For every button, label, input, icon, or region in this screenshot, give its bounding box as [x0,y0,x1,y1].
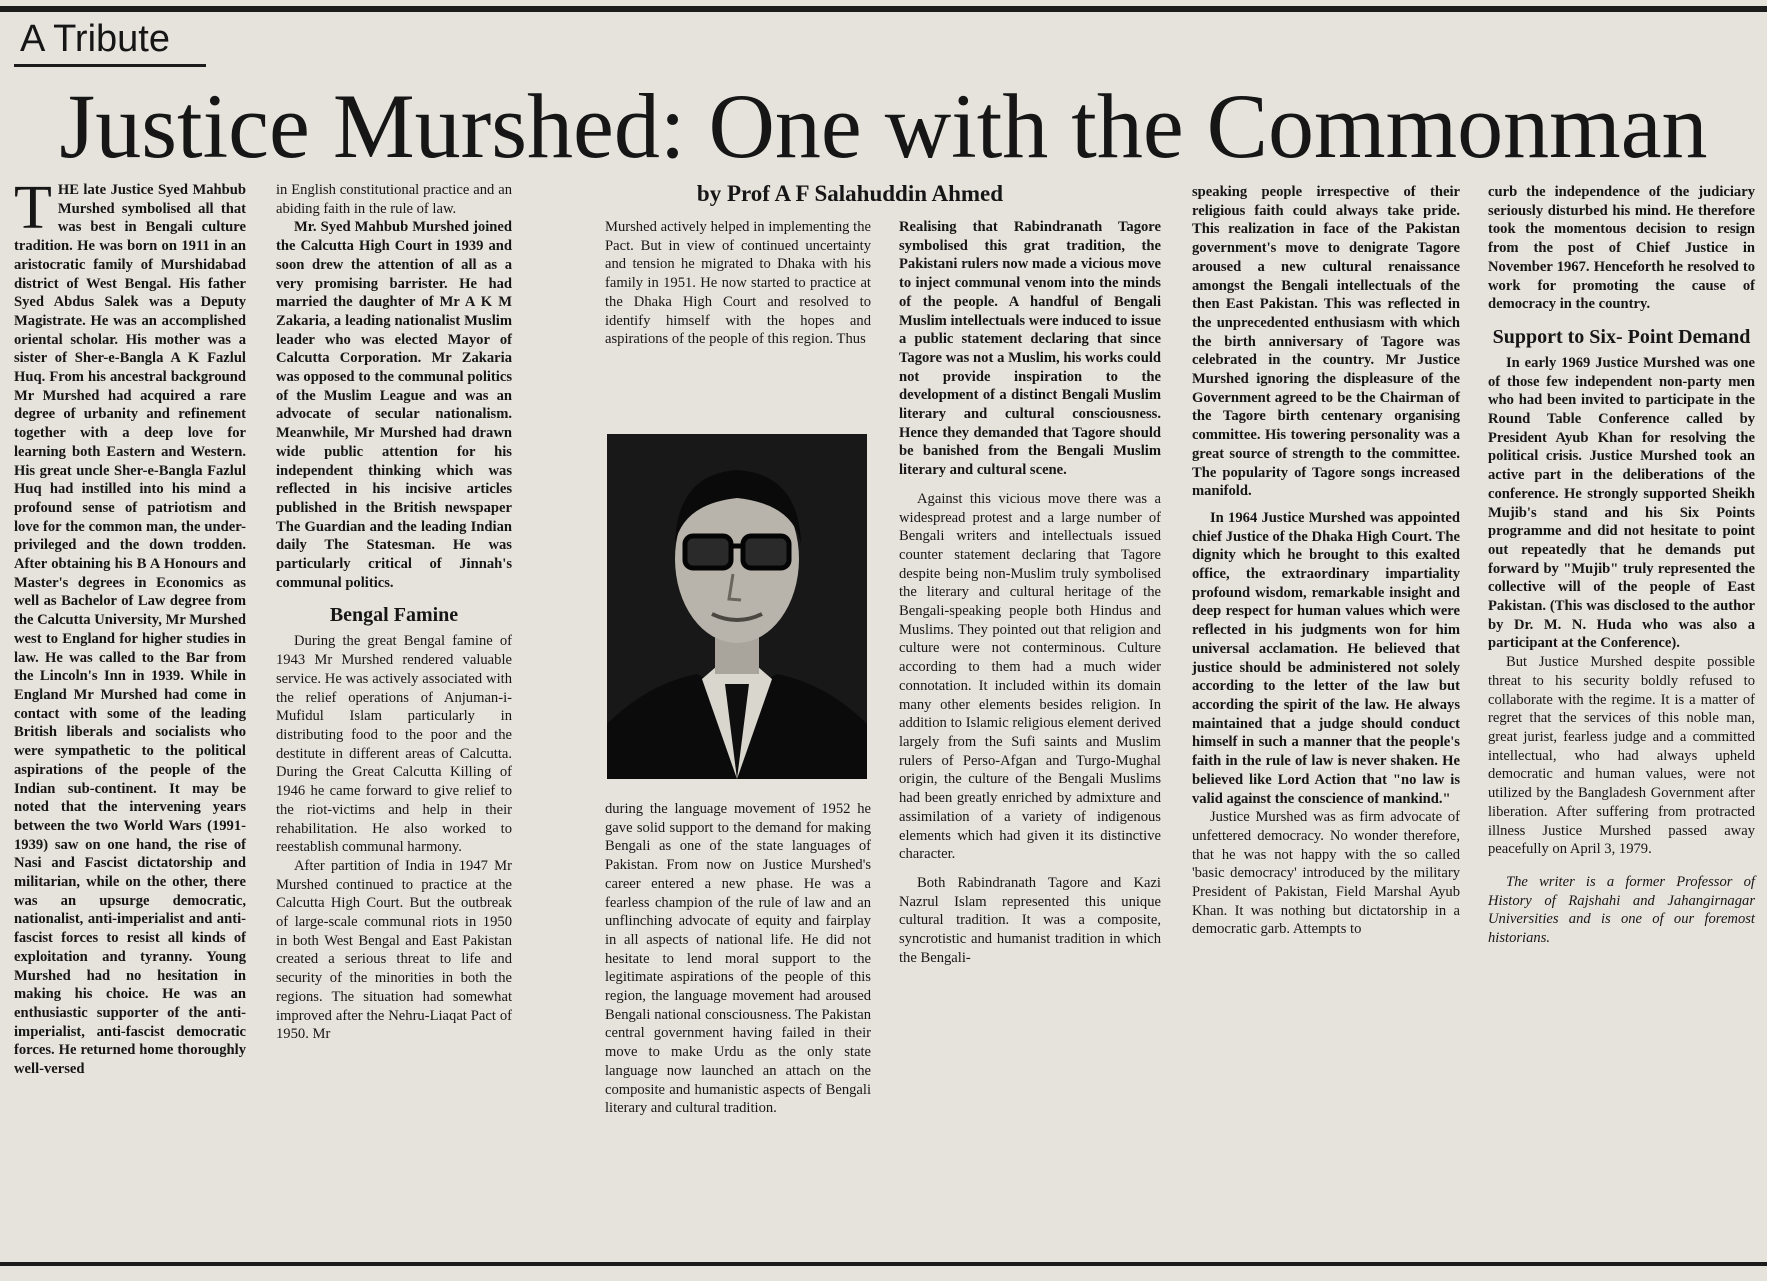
author-credit-text: The writer is a former Professor of History of Rajshahi and Jahangirnagar Universities and is one of our foremost historians. [1488,873,1755,947]
column-4 [899,218,1161,967]
paragraph: speaking people irrespective of their religious faith could always take pride. This realization in face of the Pakistan government's move to denigrate Tagore aroused a new cultural renaissance amongst the Bengali intellectuals of the then East Pakistan. This was reflected in the unprecedented enthusiasm with which the birth anniversary of Tagore was celebrated in the country. Mr Justice Murshed ignoring the displeasure of the Government agreed to be the Chairman of the Tagore birth centenary organising committee. His towering personality was a great source of strength to the committee. The popularity of Tagore songs increased manifold. [1192,184,1460,500]
paragraph: curb the independence of the judiciary seriously disturbed his mind. He therefore took the momentous decision to resign from the post of Chief Justice in November 1967. Henceforth he resolved to work for promoting the cause of democracy in the country. [1488,184,1755,313]
paragraph: After partition of India in 1947 Mr Murshed continued to practice at the Calcutta High Court. But the outbreak of large-scale communal riots in 1950 in both West Bengal and East Pakistan created a serious threat to life and security of the minorities in both the regions. The situation had somewhat improved after the Nehru-Liaqat Pact of 1950. Mr [276,857,512,1043]
kicker-underline [14,64,206,67]
paragraph: Realising that Rabindranath Tagore symbolised this grat tradition, the Pakistani rulers now made a vicious move to inject communal venom into the minds of the people. A handful of Bengali Muslim intellectuals were induced to issue a public statement declaring that since Tagore was not a Muslim, his works could not provide inspiration to the development of a distinct Bengali Muslim literary and cultural consciousness. Hence they demanded that Tagore should be banished from the Bengali Muslim literary and cultural scene. [899,219,1162,479]
paragraph: Both Rabindranath Tagore and Kazi Nazrul Islam represented this unique cultural tradition. It was a composite, syncrotistic and humanist tradition in which the Bengali- [899,874,1161,966]
author-credit [1488,873,1755,948]
paragraph: in English constitutional practice and an abiding faith in the rule of law. [276,182,512,217]
paragraph: In early 1969 Justice Murshed was one of those few independent non-party men who had been invited to participate in the Round Table Conference called by President Ayub Khan for resolving the political crisis. Justice Murshed took an active part in the deliberations of the conference. He strongly supported Sheikh Mujib's stand and his Six Points programme and did not hesitate to point out repeatedly that he demands put forward by "Mujib" truly represented the collective will of the people of East Pakistan. (This was disclosed to the author by Dr. M. N. Huda who was also a participant at the Conference). [1488,354,1755,652]
byline: by Prof A F Salahuddin Ahmed [696,181,1004,206]
paragraph: Mr. Syed Mahbub Murshed joined the Calcutta High Court in 1939 and soon drew the attention of all as a very promising barrister. He had married the daughter of Mr A K M Zakaria, a leading nationalist Muslim leader who was elected Mayor of Calcutta Corporation. Mr Zakaria was opposed to the communal politics of the Muslim League and was an advocate of secular nationalism. Meanwhile, Mr Murshed had drawn wide public attention for his independent thinking which was reflected in his incisive articles published in the British newspaper The Guardian and the leading Indian daily The Statesman. He was particularly critical of Jinnah's communal politics. [276,219,512,591]
column-3-bottom [605,800,871,1118]
paragraph: But Justice Murshed despite possible threat to his security boldly refused to collaborate with the regime. It is a matter of regret that the services of this noble man, great jurist, fearless judge and a committed intellectual, who had always upheld democratic and human values, were not utilized by the Bangladesh Government after liberation. After suffering from protracted illness Justice Murshed passed away peacefully on April 3, 1979. [1488,654,1755,858]
portrait-image [607,434,867,779]
paragraph: during the language movement of 1952 he gave solid support to the demand for making Bengali as one of the state languages of Pakistan. From now on Justice Murshed's career entered a new phase. He was a fearless champion of the rule of law and an unflinching advocate of equity and fairplay in all aspects of national life. He did not hesitate to lend moral support to the legitimate aspirations of the people of this region, the language movement had aroused Bengali national consciousness. The Pakistan central government having failed in their move to make Urdu as the only state language now launched an attach on the composite and humanistic aspects of Bengali literary and cultural tradition. [605,801,871,1117]
paragraph: HE late Justice Syed Mahbub Murshed symbolised all that was best in Bengali culture tradition. He was born on 1911 in an aristocratic family of Murshidabad district of West Bengal. His father Syed Abdus Salek was a Deputy Magistrate. He was an accomplished oriental scholar. His mother was a sister of Sher-e-Bangla A K Fazlul Huq. From his ancestral background Mr Murshed had acquired a rare degree of urbanity and refinement together with a deep love for learning both Eastern and Western. His great uncle Sher-e-Bangla Fazlul Huq had instilled into his mind a profound sense of patriotism and love for the common man, the under-privileged and the down trodden. After obtaining his B A Honours and Master's degrees in Economics as well as Bachelor of Law degree from the Calcutta University, Mr Murshed west to England for higher studies in law. He was called to the Bar from the Lincoln's Inn in 1939. While in England Mr Murshed had come in contact with some of the leading British liberals and socialists who were sympathetic to the political aspirations of the people of the Indian sub-continent. It may be noted that the intervening years between the two World Wars (1991-1939) saw on one hand, the rise of Nasi and Fascist dictatorship and militarian, while on the other, there was an upsurge democratic, nationalist, anti-imperialist and anti-fascist forces to resist all kinds of exploitation and tyranny. Young Murshed had no hesitation in making his choice. He was an enthusiastic supporter of the anti-imperialist, anti-fascist democratic forces. He returned home thoroughly well-versed [14,182,246,1078]
section-kicker: A Tribute [20,18,170,60]
article-headline: Justice Murshed: One with the Commonman [59,75,1708,177]
column-5 [1192,183,1460,939]
bottom-rule [0,1262,1767,1266]
top-rule [0,6,1767,12]
subheading-bengal-famine: Bengal Famine [329,604,459,627]
paragraph: Murshed actively helped in implementing the Pact. But in view of continued uncertainty and tension he migrated to Dhaka with his family in 1951. He now started to practice at the Dhaka High Court and resolved to identify himself with the hopes and aspirations of the people of this region. Thus [605,219,871,348]
drop-cap: T [14,174,52,242]
portrait-photo [607,434,867,779]
paragraph: Justice Murshed was as firm advocate of unfettered democracy. No wonder therefore, that he was not happy with the so called 'basic democracy' introduced by the military President of Pakistan, Field Marshal Ayub Khan. It was nothing but dictatorship in a democratic garb. Attempts to [1192,809,1460,938]
column-1 [14,174,246,1079]
column-6 [1488,183,1755,948]
paragraph: Against this vicious move there was a widespread protest and a large number of Bengali writers and intellectuals issued counter statement declaring that Tagore despite being non-Muslim truly symbolised the literary and cultural heritage of the Bengali-speaking people both Hindus and Muslims. They pointed out that religion and culture were not conterminous. Culture according to them had a much wider connotation. It included within its domain many other elements besides religion. In addition to Islamic religious element derived largely from the Sufi saints and Muslim rulers of Perso-Afgan and Turgo-Mughal origin, the culture of the Bengali Muslims had been greatly enriched by admixture and assimilation of a variety of indigenous elements which had given it its distinctive character. [899,490,1161,863]
column-2 [276,181,512,1044]
subheading-six-point-demand: Support to Six- Point Demand [1492,325,1751,348]
paragraph: In 1964 Justice Murshed was appointed chief Justice of the Dhaka High Court. The dignity which he brought to this exalted office, the extraordinary impartiality profound wisdom, remarkable insight and deep respect for human values which were reflected in his judgments won for him universal acclamation. He believed that justice should be administered not solely according to the letter of the law but according the spirit of the law. He always maintained that a judge should conduct himself in such a manner that the people's faith in the rule of law is never shaken. He believed like Lord Action that "no law is valid against the conscience of mankind." [1192,509,1460,807]
paragraph: During the great Bengal famine of 1943 Mr Murshed rendered valuable service. He was actively associated with the relief operations of Anjuman-i-Mufidul Islam particularly in distributing food to the poor and the destitute in different areas of Calcutta. During the Great Calcutta Killing of 1946 he came forward to give relief to the riot-victims and help in their rehabilitation. He also worked to reestablish communal harmony. [276,633,512,856]
column-3-top [605,218,871,349]
